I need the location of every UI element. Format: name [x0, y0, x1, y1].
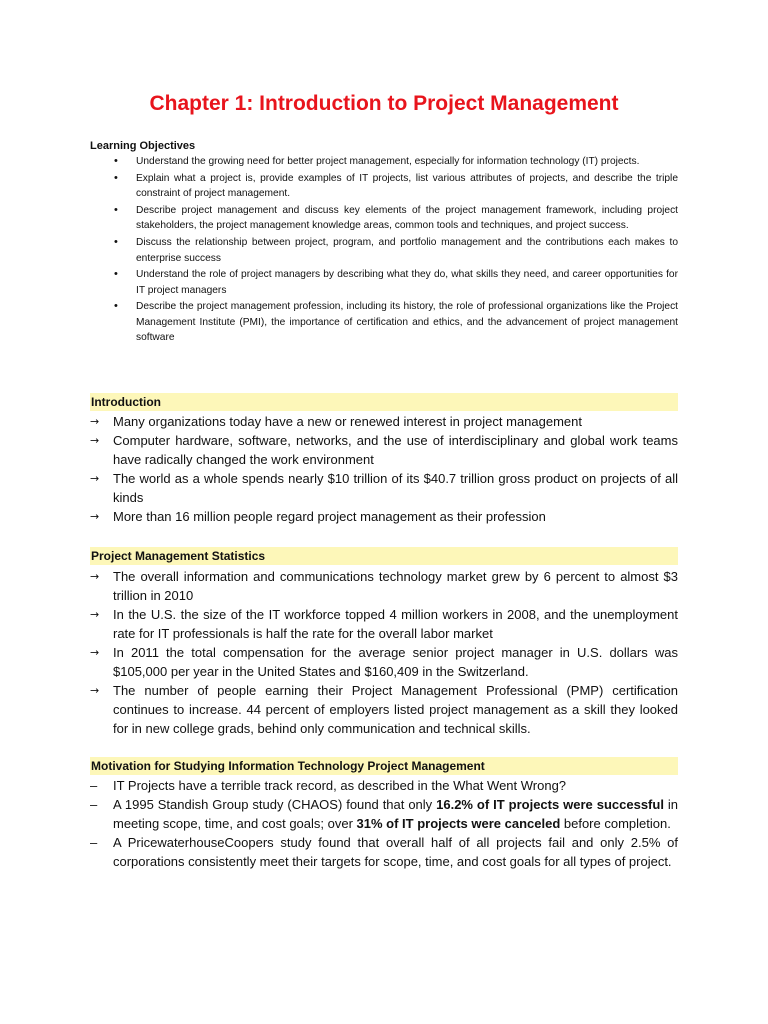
arrow-icon: →	[90, 434, 100, 447]
list-item: – IT Projects have a terrible track record, as described in the What Went Wrong?	[90, 778, 567, 793]
arrow-icon: →	[90, 415, 100, 428]
list-item: • Understand the growing need for better project management, especially for information technology (IT) projects.	[112, 154, 678, 170]
list-item: • Explain what a project is, provide examples of IT projects, list various attributes of projects, and describe the triple constraint of project management.	[112, 171, 678, 202]
dash-marker: –	[90, 835, 98, 850]
motivation-heading: Motivation for Studying Information Technology Project Management	[90, 757, 678, 775]
list-item: – A PricewaterhouseCoopers study found that overall half of all projects fail and only 2.5% of corporations consistently meet their targets for scope, time, and cost goals for all types of project.	[90, 835, 678, 869]
list-item: → The overall information and communications technology market grew by 6 percent to almost $3 trillion in 2010	[90, 569, 678, 603]
arrow-icon: →	[90, 510, 100, 523]
chapter-title: Chapter 1: Introduction to Project Management	[149, 92, 619, 115]
list-item: – A 1995 Standish Group study (CHAOS) found that only 16.2% of IT projects were successful in meeting scope, time, and cost goals; over 31% of IT projects were canceled before completion.	[90, 797, 678, 831]
learning-objectives-list	[112, 154, 678, 347]
dash-marker: –	[90, 797, 98, 812]
arrow-icon: →	[90, 472, 100, 485]
dash-marker: –	[90, 778, 98, 793]
list-item: • Discuss the relationship between project, program, and portfolio management and the contributions each makes to enterprise success	[112, 235, 678, 266]
arrow-icon: →	[90, 646, 100, 659]
introduction-list	[90, 412, 678, 526]
list-item: → In 2011 the total compensation for the average senior project manager in U.S. dollars was $105,000 per year in the United States and $160,409 in the Switzerland.	[90, 645, 678, 679]
highlight-cancel-rate: 31% of IT projects were canceled	[356, 816, 561, 831]
statistics-list	[90, 567, 678, 738]
learning-objectives-heading: Learning Objectives	[90, 140, 196, 152]
motivation-list	[90, 776, 678, 871]
arrow-icon: →	[90, 570, 100, 583]
introduction-heading: Introduction	[90, 393, 678, 411]
list-item: • Understand the role of project managers by describing what they do, what skills they need, and career opportunities for IT project managers	[112, 267, 678, 298]
list-item: → Computer hardware, software, networks, and the use of interdisciplinary and global work teams have radically changed the work environment	[90, 433, 678, 467]
highlight-success-rate: 16.2% of IT projects were successful	[436, 797, 664, 812]
list-item: → The number of people earning their Project Management Professional (PMP) certification continues to increase. 44 percent of employers listed project management as a skill they looked for in new college grads, behind only communication and technical skills.	[90, 683, 678, 736]
list-item: → The world as a whole spends nearly $10 trillion of its $40.7 trillion gross product on projects of all kinds	[90, 471, 678, 505]
statistics-heading: Project Management Statistics	[90, 547, 678, 565]
arrow-icon: →	[90, 684, 100, 697]
list-item: → In the U.S. the size of the IT workforce topped 4 million workers in 2008, and the unemployment rate for IT professionals is half the rate for the overall labor market	[90, 607, 678, 641]
list-item: → More than 16 million people regard project management as their profession	[90, 509, 546, 524]
list-item: → Many organizations today have a new or renewed interest in project management	[90, 414, 582, 429]
list-item: • Describe project management and discuss key elements of the project management framework, including project stakeholders, the project management knowledge areas, common tools and techniques, and project success.	[112, 203, 678, 234]
list-item: • Describe the project management profession, including its history, the role of professional organizations like the Project Management Institute (PMI), the importance of certification and ethics, and the advancement of project management software	[112, 299, 678, 346]
arrow-icon: →	[90, 608, 100, 621]
